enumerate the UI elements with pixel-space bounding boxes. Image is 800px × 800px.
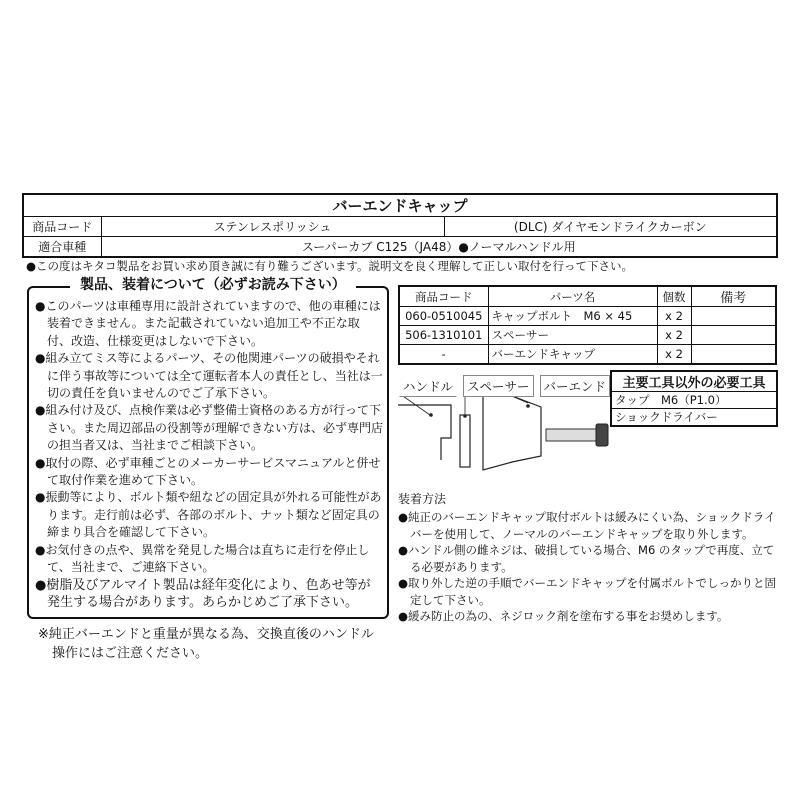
variant-dlc: (DLC) ダイヤモンドライクカーボン [444,217,777,237]
install-step: ●純正のバーエンドキャップ取付ボルトは緩みにくい為、ショックドライバーを使用して、ノーマルのバーエンドキャップを取り外します。 [398,510,776,541]
header-code: 商品コード [399,286,488,307]
part-qty: x 2 [657,326,691,345]
part-notes [691,326,776,345]
part-code: - [399,345,488,364]
install-step: ●取り外した逆の手順でバーエンドキャップを付属ボルトでしっかりと固定して下さい。 [398,576,777,607]
notice-item: ●取付の際、必ず車種ごとのメーカーサービスマニュアルと併せて取付作業を進めて下さい。 [35,455,381,488]
table-row [399,345,776,364]
install-title: 装着方法 [398,492,447,506]
part-qty: x 2 [657,345,691,364]
part-name: キャップボルト M6 × 45 [488,307,657,326]
tool-item: ショックドライバー [611,409,777,427]
footnote: ※純正バーエンドと重量が異なる為、交換直後のハンドル操作にはご注意ください。 [38,627,374,662]
notice-item: ●このパーツは車種専用に設計されていますので、他の車種には装着できません。また記載されていない追加工や不正な取付、改造、仕様変更はしないで下さい。 [35,299,381,348]
code-label: 商品コード [23,217,101,237]
part-code: 060-0510045 [399,307,488,326]
label-barend: バーエンド [540,375,611,397]
part-notes [691,307,776,326]
notice-section [27,276,389,619]
part-name: スペーサー [488,326,657,345]
notice-title: 製品、装着について（必ずお読み下さい） [70,276,356,294]
header-name: パーツ名 [488,286,657,307]
variant-stainless: ステンレスポリッシュ [101,217,444,237]
header-notes: 備考 [691,286,776,307]
model-value: スーパーカブ C125（JA48）●ノーマルハンドル用 [101,237,777,257]
part-name: バーエンドキャップ [488,345,657,364]
tools-table [610,370,778,427]
notice-item: ●組み立てミス等によるパーツ、その他関連パーツの破損やそれに伴う事故等については全て運転者本人の責任とし、当社は一切の責任を負いませんのでご了承下さい。 [35,351,383,401]
model-label: 適合車種 [23,237,101,257]
part-code: 506-1310101 [399,326,488,345]
tool-item: タップ M6（P1.0） [611,392,777,409]
product-title: バーエンドキャップ [23,194,777,217]
spec-table [22,193,778,258]
intro-text: ●この度はキタコ製品をお買い求め頂き誠に有り難うございます。説明文を良く理解して正しい取付を行って下さい。 [26,259,633,273]
install-step: ●緩み防止の為の、ネジロック剤を塗布する事をお奨めします。 [398,609,729,623]
notice-item: ●組み付け及び、点検作業は必ず整備士資格のある方が行って下さい。また周辺部品の役割等が理解できない方は、必ず専門店の担当者又は、当社までご相談下さい。 [35,403,384,453]
tools-title: 主要工具以外の必要工具 [611,371,777,392]
table-row [399,326,776,345]
install-step: ●ハンドル側の雌ネジは、破損している場合、M6 のタップで再度、立てる必要があります。 [398,543,775,574]
notice-item: ●樹脂及びアルマイト製品は経年変化により、色あせ等が発生する場合があります。あらかじめご了承下さい。 [35,577,371,610]
parts-table [398,285,777,365]
notice-item: ●振動等により、ボルト類や紐などの固定具が外れる可能性があります。走行前は必ず、各部のボルト、ナット類など固定具の締まり具合を確認して下さい。 [35,490,382,540]
part-notes [691,345,776,364]
label-handle: ハンドル [399,375,457,397]
notice-item: ●お気付きの点や、異常を発見した場合は直ちに走行を停止して、当社まで、ご連絡下さい。 [35,542,370,575]
install-section [398,490,778,625]
diagram-labels [399,375,610,397]
label-spacer: スペーサー [463,375,534,397]
notice-box [27,286,389,619]
left-column [27,276,389,663]
table-row [399,307,776,326]
part-qty: x 2 [657,307,691,326]
header-qty: 個数 [657,286,691,307]
